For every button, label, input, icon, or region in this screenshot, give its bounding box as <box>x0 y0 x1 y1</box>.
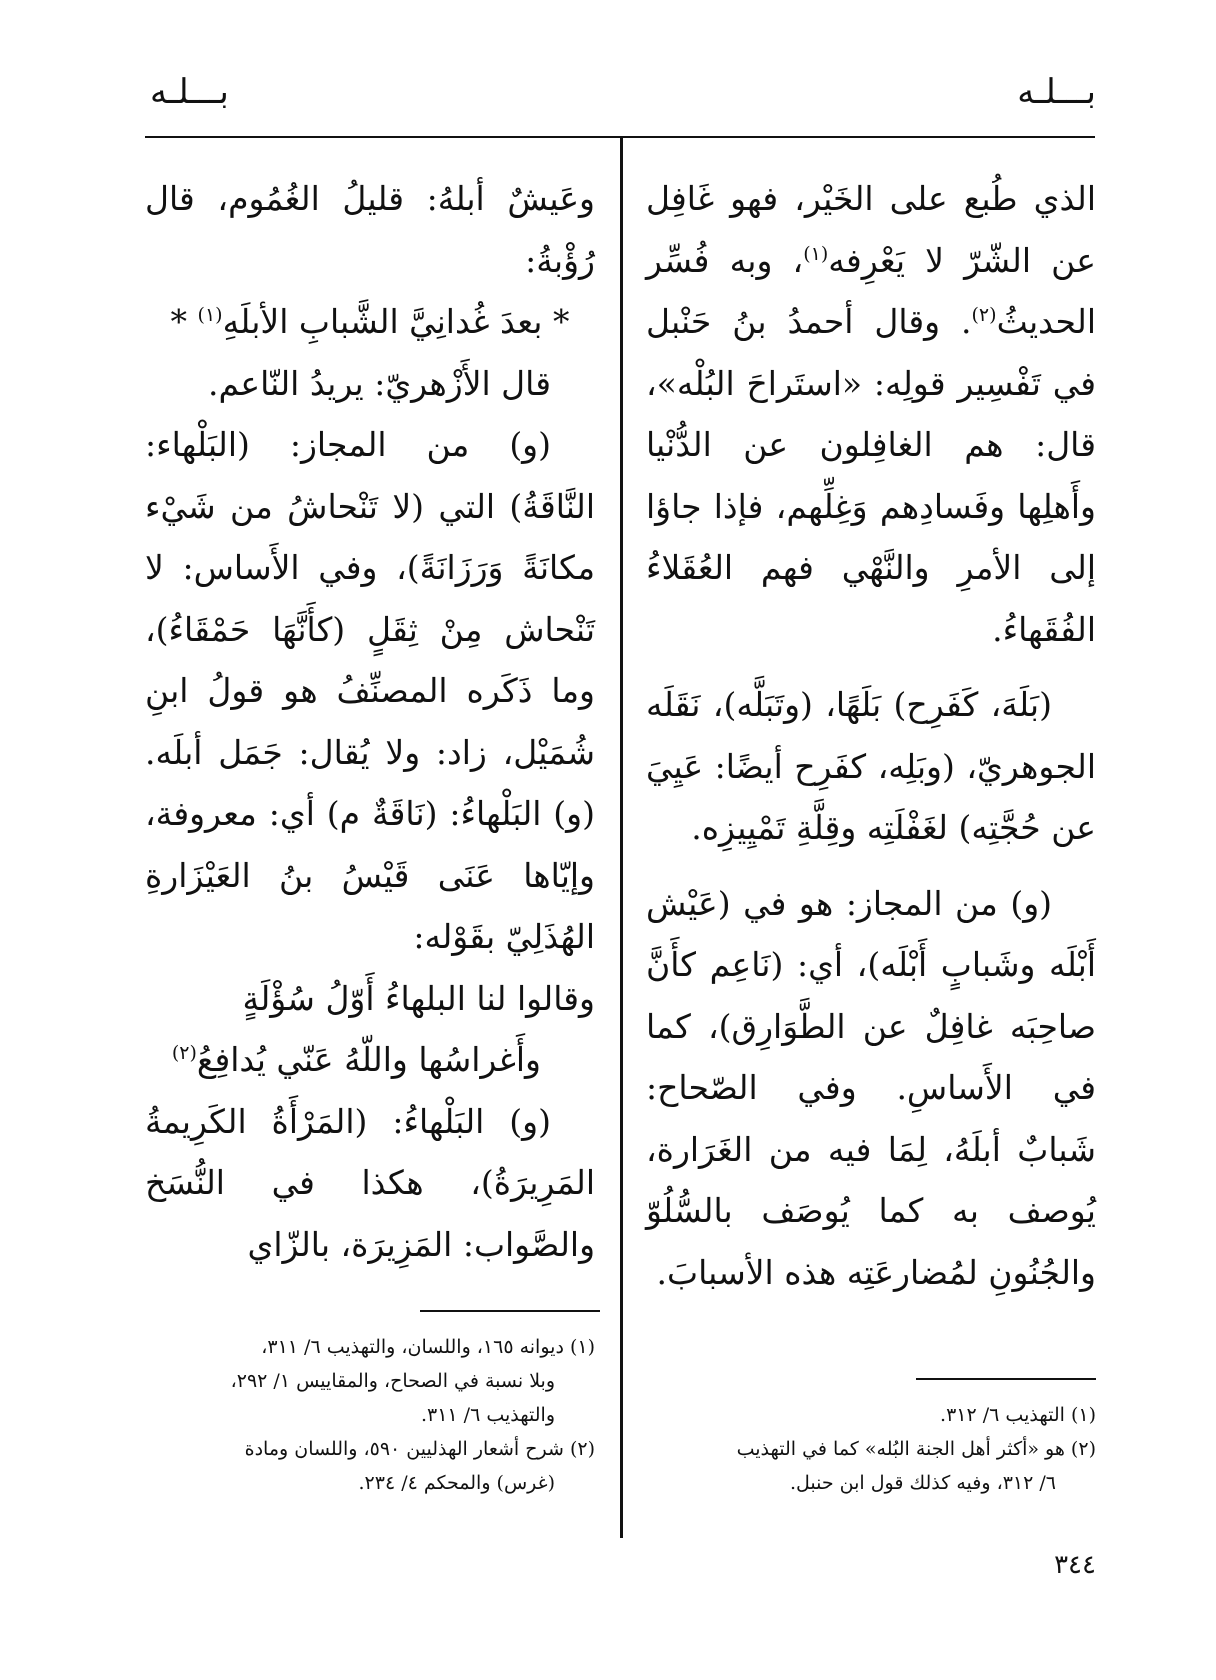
footnote-right-2: (٢) هو «أكثر أهل الجنة البُله» كما في التهذيب <box>736 1438 1096 1460</box>
footnote-right-1: (١) التهذيب ٦/ ٣١٢. <box>940 1404 1096 1426</box>
verse-1 <box>145 291 595 353</box>
right-paragraph-3: (و) من المجاز: هو في (عَيْش أَبْلَه وشَبابٍ أَبْلَه)، أي: (نَاعِم كأَنَّ صاحِبَه غافِلٌ عن الطَّوَارِق)، كما في الأَساسِ. وفي الصّحاح: شَبابٌ أبلَهُ، لِمَا فيه من الغَرَارة، يُوصف به كما يُوصَف بالسُّلُوّ والجُنُونِ لمُضارعَتِه هذه الأسبابَ. <box>646 883 1096 1292</box>
verse-2-line-2-text: وأَغراسُها واللّهُ عَنّي يُدافِعُ <box>196 1040 541 1079</box>
verse-1-end: * <box>170 302 198 341</box>
footnote-rule-left <box>420 1310 600 1312</box>
footnote-ref-2: (٢) <box>971 304 997 326</box>
footnote-right-2-cont: ٦/ ٣١٢، وفيه كذلك قول ابن حنبل. <box>790 1472 1056 1494</box>
right-paragraph-1 <box>646 168 1096 660</box>
column-divider <box>620 138 623 1538</box>
footnote-left-1-cont-1: وبلا نسبة في الصحاح، والمقاييس ١/ ٢٩٢، <box>230 1370 555 1392</box>
page-number: ٣٤٤ <box>1054 1550 1096 1580</box>
verse-2-line-1: وقالوا لنا البلهاءُ أَوّلُ سُؤْلَةٍ <box>242 978 595 1018</box>
right-paragraph-1-text-b: ، وبه فُسِّر الحديثُ <box>646 240 1096 341</box>
verse-1-text: * بعدَ غُدانِيَّ الشَّبابِ الأبلَهِ <box>222 302 570 341</box>
right-paragraph-1-text-a: الذي طُبع على الخَيْر، فهو غَافِل عن الشّرّ لا يَعْرِفه <box>646 179 1096 280</box>
left-paragraph-2: قال الأَزْهريّ: يريدُ النّاعم. <box>207 363 551 403</box>
right-column <box>646 168 1096 1303</box>
header-right-word: بـــلـه <box>1017 72 1096 112</box>
right-paragraph-1-text-c: . وقال أحمدُ بنُ حَنْبل في تَفْسِير قولِه: «استَراحَ البُلْه»، قال: هم الغافِلون عن الدُّنْيا وأَهلِها وفَسادِهم وَغِلِّهم، فإذا جاؤا إلى الأمرِ والنَّهْي فهم العُقَلاءُ الفُقَهاءُ. <box>646 302 1096 649</box>
left-paragraph-3: (و) من المجاز: (البَلْهاء: النَّاقَةُ) التي (لا تَنْحاشُ من شَيْء مكانَةً وَرَزَانَةً)، وفي الأَساس: لا تَنْحاش مِنْ ثِقَلٍ (كأَنَّهَا حَمْقَاءُ)، وما ذَكَره المصنِّفُ هو قولُ ابنِ شُمَيْل، زاد: ولا يُقال: جَمَل أبلَه. (و) البَلْهاءُ: (نَاقَةٌ م) أي: معروفة، وإيّاها عَنَى قَيْسُ بنُ العَيْزَارةِ الهُذَلِيّ بقَوْله: <box>145 425 595 956</box>
footnote-left-1-cont-2: والتهذيب ٦/ ٣١١. <box>420 1404 555 1426</box>
header-left-word: بـــلـه <box>150 72 229 112</box>
footnote-ref-left-1: (١) <box>197 304 223 326</box>
footnotes-right <box>626 1398 1096 1500</box>
footnotes-left <box>145 1330 595 1500</box>
footnote-left-2-cont: (غرس) والمحكم ٤/ ٢٣٤. <box>358 1472 555 1494</box>
left-column <box>145 168 595 1275</box>
footnote-rule-right <box>916 1378 1096 1380</box>
footnote-ref-left-2: (٢) <box>171 1042 197 1064</box>
footnote-left-2: (٢) شرح أشعار الهذليين ٥٩٠، واللسان ومادة <box>244 1438 595 1460</box>
footnote-ref-1: (١) <box>803 242 829 265</box>
verse-2-line-2 <box>145 1029 595 1091</box>
right-paragraph-2: (بَلَهَ، كَفَرِح) بَلَهًا، (وتَبَلَّه)، نَقَلَه الجوهريّ، (وبَلِه، كفَرِح أيضًا: عَيِيَ عن حُجَّتِه) لغَفْلَتِه وقِلَّةِ تَمْيِيزِه. <box>646 685 1096 847</box>
left-paragraph-1: وعَيشٌ أبلهُ: قليلُ الغُمُوم، قال رُؤْبةُ: <box>145 179 595 280</box>
footnote-left-1: (١) ديوانه ١٦٥، واللسان، والتهذيب ٦/ ٣١١، <box>261 1336 595 1358</box>
left-paragraph-4: (و) البَلْهاءُ: (المَرْأَةُ الكَرِيمةُ المَرِيرَةُ)، هكذا في النُّسَخ والصَّواب: المَزِيرَة، بالزّاي <box>145 1101 595 1264</box>
